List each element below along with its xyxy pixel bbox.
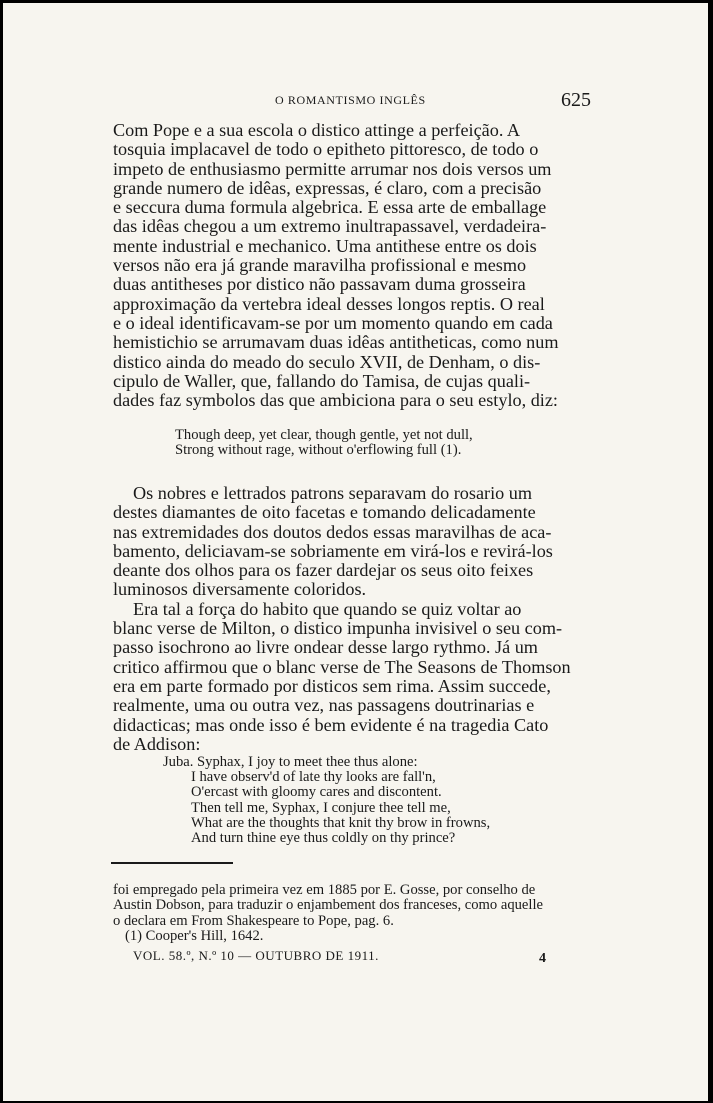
text-line: passo isochrono ao livre ondear desse largo rythmo. Já um bbox=[113, 637, 538, 658]
text-line: impeto de enthusiasmo permitte arrumar nos dois versos um bbox=[113, 158, 552, 179]
body-text bbox=[113, 121, 585, 410]
body-text-continued bbox=[113, 484, 585, 754]
text-line: nas extremidades dos doutos dedos essas maravilhas de aca- bbox=[113, 521, 552, 542]
text-line: cipulo de Waller, que, fallando do Tamisa, de cujas quali- bbox=[113, 370, 531, 391]
sheet-signature-mark: 4 bbox=[539, 951, 546, 966]
verse-line: Then tell me, Syphax, I conjure thee tell me, bbox=[191, 799, 451, 816]
text-line: distico ainda do meado do seculo XVII, de Denham, o dis- bbox=[113, 351, 541, 372]
text-line: Com Pope e a sua escola o distico attinge a perfeição. A bbox=[113, 120, 521, 140]
text-line: grande numero de idêas, expressas, é claro, com a precisão bbox=[113, 177, 542, 198]
text-line: hemistichio se arrumavam duas idêas antitheticas, como num bbox=[113, 332, 559, 353]
footnote-line: Austin Dobson, para traduzir o enjambement dos franceses, como aquelle bbox=[113, 897, 543, 914]
verse-line: Strong without rage, without o'erflowing full (1). bbox=[175, 442, 462, 459]
paragraph-pope bbox=[113, 121, 585, 410]
text-line: e seccura duma formula algebrica. E essa arte de emballage bbox=[113, 197, 547, 218]
footnote-line: foi empregado pela primeira vez em 1885 por E. Gosse, por conselho de bbox=[113, 882, 536, 898]
text-line: de Addison: bbox=[113, 733, 201, 754]
text-line: deante dos olhos para os fazer dardejar os seus oito feixes bbox=[113, 560, 534, 581]
footnote-line: (1) Cooper's Hill, 1642. bbox=[125, 928, 264, 945]
volume-signature: VOL. 58.º, N.º 10 — OUTUBRO DE 1911. bbox=[133, 948, 379, 963]
paragraph-blanc-verse bbox=[113, 600, 585, 754]
page bbox=[3, 3, 708, 1101]
text-line: duas antitheses por distico não passavam duma grosseira bbox=[113, 274, 526, 295]
footnote-line: o declara em From Shakespeare to Pope, pag. 6. bbox=[113, 912, 394, 929]
text-line: destes diamantes de oito facetas e tomando delicadamente bbox=[113, 502, 536, 523]
text-line: versos não era já grande maravilha profissional e mesmo bbox=[113, 255, 527, 276]
text-line: tosquia implacavel de todo o epitheto pittoresco, de todo o bbox=[113, 139, 539, 160]
verse-line: Juba. Syphax, I joy to meet thee thus alone: bbox=[163, 754, 418, 770]
footnote-divider bbox=[111, 862, 233, 864]
verse-line: Though deep, yet clear, though gentle, yet not dull, bbox=[175, 427, 473, 443]
footnotes bbox=[113, 883, 585, 945]
text-line: era em parte formado por disticos sem rima. Assim succede, bbox=[113, 675, 551, 696]
verse-line: I have observ'd of late thy looks are fall'n, bbox=[191, 769, 436, 786]
text-line: Os nobres e lettrados patrons separavam do rosario um bbox=[133, 483, 533, 503]
text-line: realmente, uma ou outra vez, nas passagens doutrinarias e bbox=[113, 695, 535, 716]
text-line: e o ideal identificavam-se por um momento quando em cada bbox=[113, 312, 553, 333]
quote-denham bbox=[175, 428, 473, 458]
text-line: bamento, deliciavam-se sobriamente em virá-los e revirá-los bbox=[113, 540, 553, 561]
text-line: blanc verse de Milton, o distico impunha invisivel o seu com- bbox=[113, 618, 563, 639]
text-line: mente industrial e mechanico. Uma antithese entre os dois bbox=[113, 235, 537, 256]
text-line: approximação da vertebra ideal desses longos reptis. O real bbox=[113, 293, 545, 314]
text-line: luminosos diversamente coloridos. bbox=[113, 579, 367, 600]
running-header bbox=[3, 89, 708, 113]
paragraph-patrons bbox=[113, 484, 585, 600]
text-line: Era tal a força do habito que quando se quiz voltar ao bbox=[133, 598, 522, 619]
verse-line: O'ercast with gloomy cares and discontent. bbox=[191, 784, 442, 801]
verse-line: What are the thoughts that knit thy brow in frowns, bbox=[191, 814, 491, 831]
text-line: critico affirmou que o blanc verse de The Seasons de Thomson bbox=[113, 656, 571, 677]
text-line: das idêas chegou a um extremo inultrapassavel, verdadeira- bbox=[113, 216, 547, 237]
page-number: 625 bbox=[561, 89, 591, 111]
running-title: O ROMANTISMO INGLÊS bbox=[275, 93, 426, 107]
text-line: didacticas; mas onde isso é bem evidente é na tragedia Cato bbox=[113, 714, 549, 735]
quote-cato bbox=[163, 755, 490, 846]
text-line: dades faz symbolos das que ambiciona para o seu estylo, diz: bbox=[113, 390, 558, 411]
verse-line: And turn thine eye thus coldly on thy prince? bbox=[191, 830, 456, 847]
